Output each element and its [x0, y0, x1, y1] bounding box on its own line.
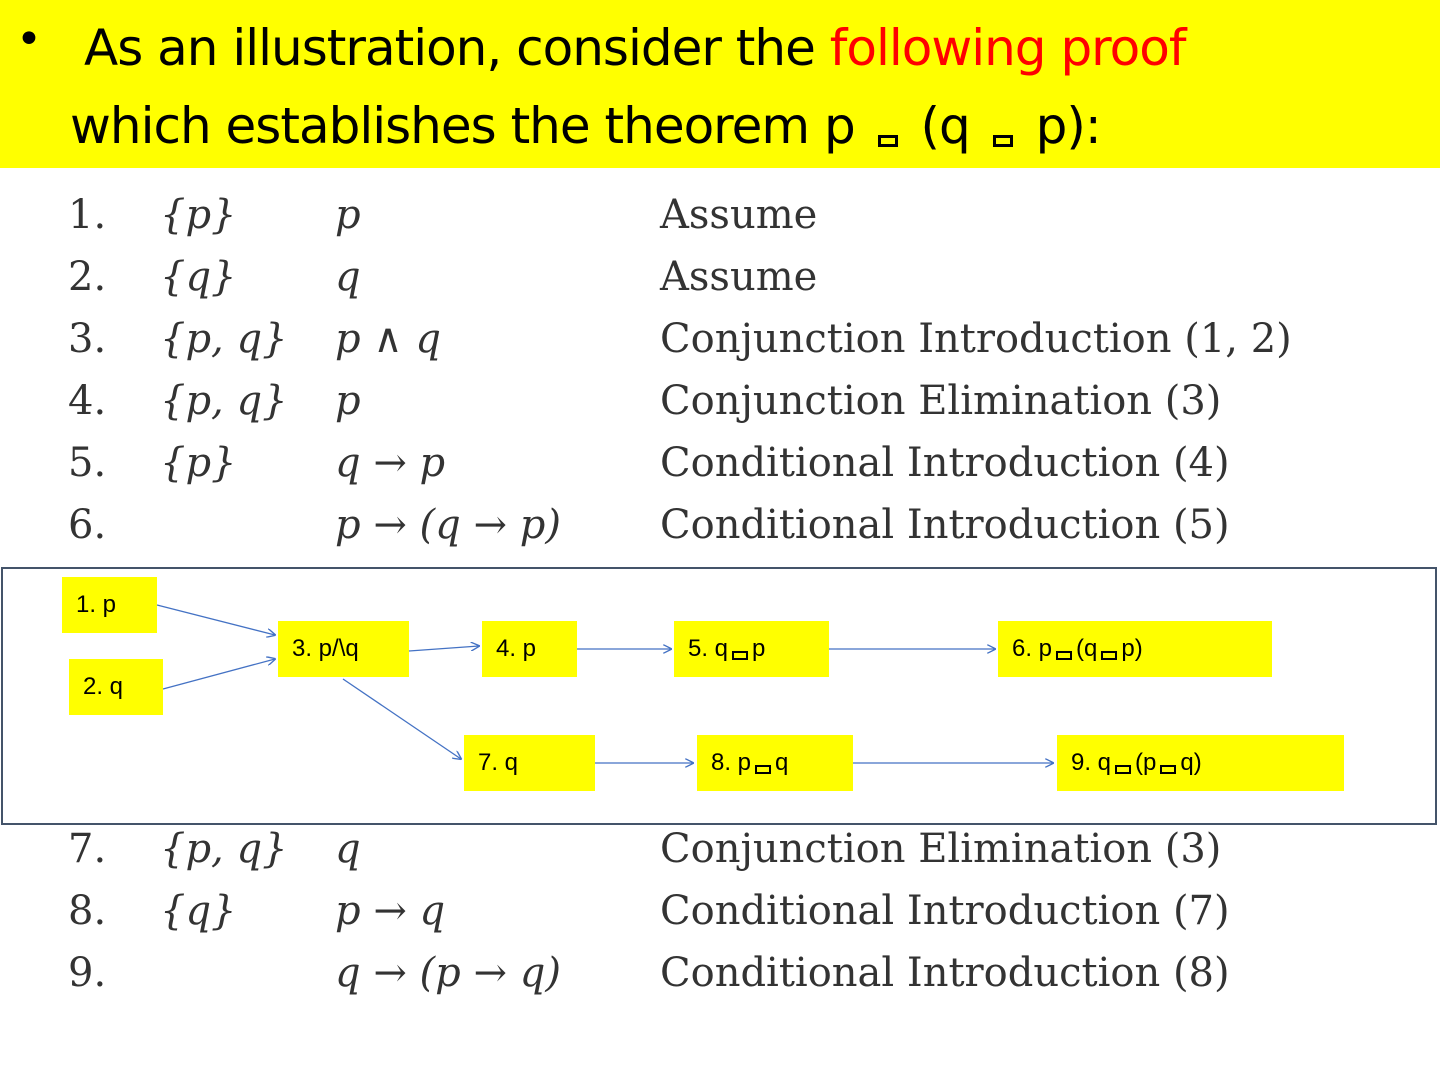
edge-3-to-7 [343, 679, 461, 759]
formula: q → (p → q) [335, 950, 561, 996]
assumption-set: {p, q} [160, 378, 288, 424]
missing-glyph-icon [732, 651, 748, 660]
node-label: (q [1076, 635, 1098, 662]
assumption-set: {p, q} [160, 826, 288, 872]
step-number: 9. [68, 950, 107, 996]
node-1 [62, 577, 157, 633]
justification: Conditional Introduction (7) [660, 888, 1230, 934]
node-label: 5. q [688, 635, 729, 662]
node-label: 7. q [478, 749, 519, 776]
assumption-set: {p} [160, 440, 237, 486]
proof-row [0, 440, 1440, 496]
node-2 [69, 659, 163, 715]
justification: Conditional Introduction (8) [660, 950, 1230, 996]
title-text: which establishes the theorem p [70, 97, 855, 155]
edge-3-to-4 [409, 646, 479, 651]
justification: Conjunction Elimination (3) [660, 826, 1222, 872]
node-label: 6. p [1012, 635, 1053, 662]
node-label: 2. q [83, 673, 124, 700]
formula: p [335, 378, 361, 424]
proof-dependency-diagram [1, 567, 1437, 825]
node-label: 1. p [76, 591, 117, 618]
missing-glyph-icon [1160, 765, 1176, 774]
step-number: 5. [68, 440, 107, 486]
node-label: q) [1180, 749, 1202, 776]
missing-glyph-icon [1101, 651, 1117, 660]
node-label: 8. p [711, 749, 752, 776]
edge-2-to-3 [163, 659, 275, 689]
title-text: p): [1035, 97, 1101, 155]
title-text: (q [920, 97, 970, 155]
assumption-set: {q} [160, 888, 237, 934]
step-number: 4. [68, 378, 107, 424]
formula: p [335, 192, 361, 238]
formula: q [335, 826, 361, 872]
title-highlight: following proof [829, 19, 1186, 77]
proof-row [0, 378, 1440, 434]
node-label: 4. p [496, 635, 537, 662]
edge-1-to-3 [157, 605, 275, 635]
node-9 [1057, 735, 1344, 791]
justification: Conjunction Elimination (3) [660, 378, 1222, 424]
node-label: 9. q [1071, 749, 1112, 776]
formula: p ∧ q [335, 316, 441, 362]
node-7 [464, 735, 595, 791]
missing-glyph-icon [755, 765, 771, 774]
proof-row [0, 316, 1440, 372]
node-label: (p [1135, 749, 1157, 776]
node-8 [697, 735, 853, 791]
proof-row [0, 888, 1440, 944]
assumption-set: {q} [160, 254, 237, 300]
justification: Conjunction Introduction (1, 2) [660, 316, 1292, 362]
node-4 [482, 621, 577, 677]
assumption-set: {p, q} [160, 316, 288, 362]
formula: p → (q → p) [335, 502, 561, 548]
justification: Assume [660, 254, 818, 300]
bullet-icon: • [16, 14, 42, 65]
step-number: 1. [68, 192, 107, 238]
formula: q [335, 254, 361, 300]
proof-row [0, 950, 1440, 1006]
assumption-set: {p} [160, 192, 237, 238]
node-label: p [752, 635, 766, 662]
proof-row [0, 254, 1440, 310]
missing-glyph-icon [1056, 651, 1072, 660]
node-5 [674, 621, 829, 677]
justification: Assume [660, 192, 818, 238]
step-number: 6. [68, 502, 107, 548]
formula: q → p [335, 440, 446, 486]
justification: Conditional Introduction (5) [660, 502, 1230, 548]
step-number: 8. [68, 888, 107, 934]
node-3 [278, 621, 409, 677]
proof-row [0, 502, 1440, 558]
node-6 [998, 621, 1272, 677]
title-text: As an illustration, consider the [84, 19, 830, 77]
formula: p → q [335, 888, 446, 934]
step-number: 3. [68, 316, 107, 362]
missing-glyph-icon [1115, 765, 1131, 774]
step-number: 7. [68, 826, 107, 872]
justification: Conditional Introduction (4) [660, 440, 1230, 486]
step-number: 2. [68, 254, 107, 300]
node-label: q [775, 749, 789, 776]
node-label: 3. p/\q [292, 635, 359, 662]
proof-row [0, 826, 1440, 882]
node-label: p) [1121, 635, 1143, 662]
proof-row [0, 192, 1440, 248]
